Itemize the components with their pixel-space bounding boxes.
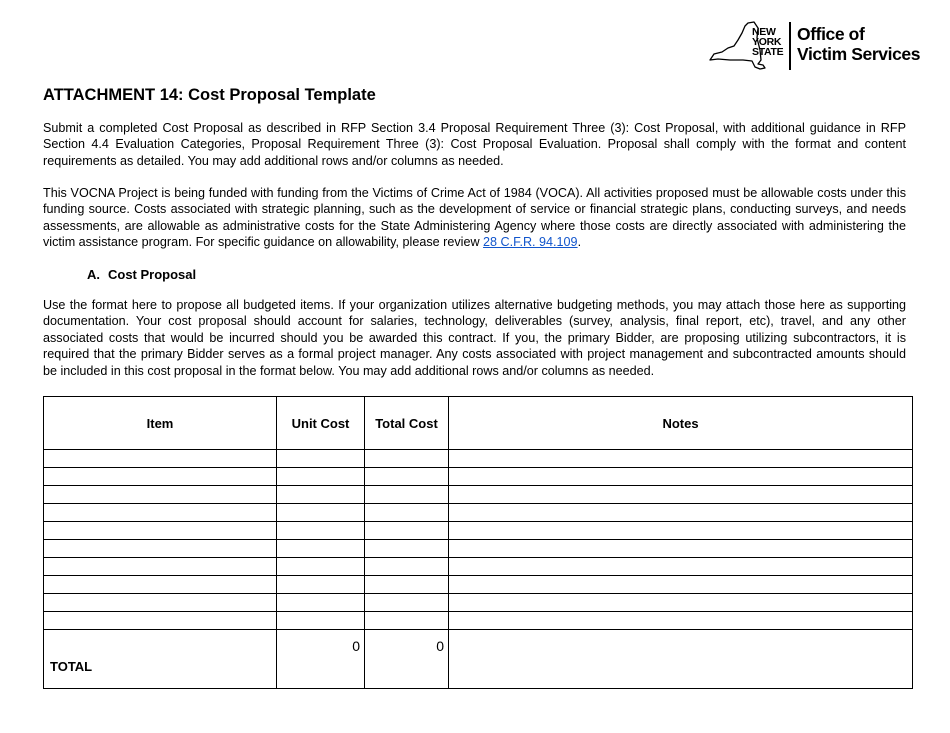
table-row (44, 594, 913, 612)
item-cell[interactable] (44, 612, 277, 630)
cost-proposal-table (43, 396, 913, 689)
total-cost-cell[interactable] (365, 468, 449, 486)
notes-cell[interactable] (449, 486, 913, 504)
item-cell[interactable] (44, 576, 277, 594)
unit-cost-cell[interactable] (277, 486, 365, 504)
table-row (44, 522, 913, 540)
item-cell[interactable] (44, 504, 277, 522)
table-body (44, 450, 913, 689)
total-cost-cell[interactable] (365, 540, 449, 558)
nys-ovs-logo (708, 20, 930, 72)
table-header-row (44, 397, 913, 450)
notes-cell[interactable] (449, 594, 913, 612)
total-cost-cell[interactable] (365, 504, 449, 522)
page-title: ATTACHMENT 14: Cost Proposal Template (43, 86, 376, 104)
table-row (44, 450, 913, 468)
table-row (44, 576, 913, 594)
unit-cost-cell[interactable] (277, 522, 365, 540)
item-cell[interactable] (44, 522, 277, 540)
total-notes-cell[interactable] (449, 630, 913, 689)
funding-paragraph (43, 185, 906, 251)
table-row (44, 558, 913, 576)
section-heading (87, 267, 196, 282)
total-cost-cell[interactable] (365, 558, 449, 576)
total-total-cost[interactable]: 0 (365, 630, 449, 689)
cfr-link[interactable]: 28 C.F.R. 94.109 (483, 235, 578, 250)
total-cost-cell[interactable] (365, 522, 449, 540)
unit-cost-cell[interactable] (277, 576, 365, 594)
total-unit-cost[interactable]: 0 (277, 630, 365, 689)
table-row (44, 504, 913, 522)
unit-cost-cell[interactable] (277, 450, 365, 468)
unit-cost-cell[interactable] (277, 612, 365, 630)
total-cost-cell[interactable] (365, 594, 449, 612)
item-cell[interactable] (44, 450, 277, 468)
total-cost-cell[interactable] (365, 486, 449, 504)
funding-text: This VOCNA Project is being funded with funding from the Victims of Crime Act of 1984 (VOCA). All activities proposed must be allowable costs under this funding source. Costs associated with strategic planning, such as the development of service or financial strategic plans, conducting surveys, and needs assessments, are allowable as administrative costs for the State Administering Agency where those costs are directly associated with administering the victim assistance program. For specific guidance on allowability, please review (43, 186, 906, 250)
total-cost-cell[interactable] (365, 450, 449, 468)
unit-cost-cell[interactable] (277, 468, 365, 486)
item-cell[interactable] (44, 558, 277, 576)
logo-divider (789, 22, 791, 70)
notes-cell[interactable] (449, 612, 913, 630)
header-item: Item (44, 397, 277, 450)
notes-cell[interactable] (449, 504, 913, 522)
notes-cell[interactable] (449, 450, 913, 468)
section-title: Cost Proposal (108, 267, 197, 282)
header-notes: Notes (449, 397, 913, 450)
item-cell[interactable] (44, 594, 277, 612)
item-cell[interactable] (44, 540, 277, 558)
item-cell[interactable] (44, 468, 277, 486)
total-cost-cell[interactable] (365, 576, 449, 594)
unit-cost-cell[interactable] (277, 540, 365, 558)
table-row (44, 468, 913, 486)
unit-cost-cell[interactable] (277, 558, 365, 576)
office-name: Office of Victim Services (797, 24, 921, 64)
unit-cost-cell[interactable] (277, 504, 365, 522)
notes-cell[interactable] (449, 540, 913, 558)
instructions-paragraph: Use the format here to propose all budgeted items. If your organization utilizes alternative budgeting methods, you may attach those here as supporting documentation. Your cost proposal should account for salaries, technology, deliverables (survey, analysis, final report, etc), travel, and any other associated costs that would be incurred should you be awarded this contract. If you, the primary Bidder, are proposing utilizing subcontractors, it is required that the primary Bidder serves as a formal project manager. Any costs associated with project management and subcontracted amounts should be included in this cost proposal in the format below. You may add additional rows and/or columns as needed. (43, 298, 906, 378)
notes-cell[interactable] (449, 468, 913, 486)
header-total-cost: Total Cost (365, 397, 449, 450)
unit-cost-cell[interactable] (277, 594, 365, 612)
total-label: TOTAL (44, 630, 277, 689)
funding-text-end: . (577, 235, 582, 250)
table-row (44, 486, 913, 504)
total-cost-cell[interactable] (365, 612, 449, 630)
notes-cell[interactable] (449, 558, 913, 576)
item-cell[interactable] (44, 486, 277, 504)
notes-cell[interactable] (449, 576, 913, 594)
notes-cell[interactable] (449, 522, 913, 540)
table-row (44, 612, 913, 630)
table-row (44, 540, 913, 558)
new-york-state-wordmark: NEW YORK STATE (752, 26, 784, 58)
intro-paragraph: Submit a completed Cost Proposal as described in RFP Section 3.4 Proposal Requirement Three (3): Cost Proposal, with additional guidance in RFP Section 4.4 Evaluation Categories, Proposal Requirement Three (3): Cost Proposal Evaluation. Proposal shall comply with the format and content requirements as detailed. You may add additional rows and/or columns as needed. (43, 121, 906, 168)
section-number: A. (87, 267, 100, 282)
header-unit-cost: Unit Cost (277, 397, 365, 450)
total-row (44, 630, 913, 689)
